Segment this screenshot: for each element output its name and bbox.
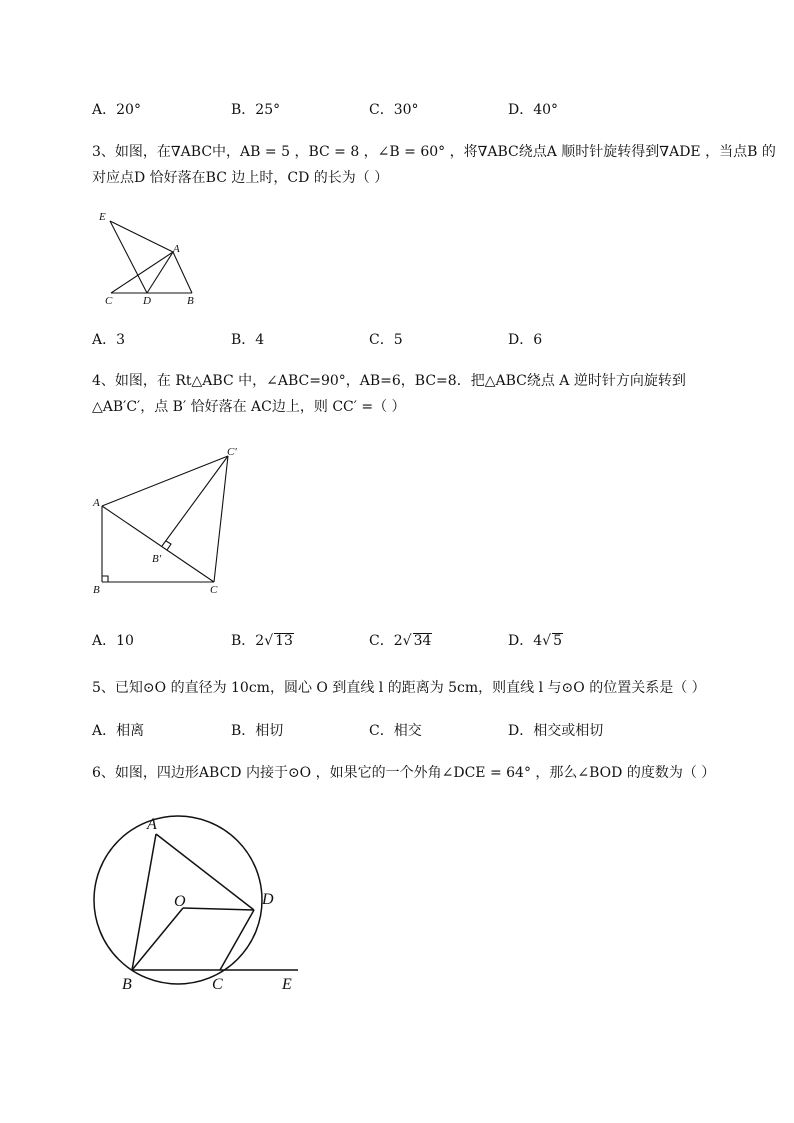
q2-option-b[interactable]: B．25°: [231, 102, 281, 118]
q6-label-c: C: [212, 976, 223, 993]
q3-segment-ca: [111, 252, 173, 293]
q6-segment-bo: [132, 908, 183, 970]
q4-option-d-radicand: 5: [553, 633, 562, 649]
q5-option-a[interactable]: A．相离: [92, 723, 145, 739]
q2-option-c[interactable]: C．30°: [369, 102, 419, 118]
q6-label-e: E: [282, 976, 292, 993]
q6-figure: [88, 805, 308, 1000]
q2-option-d[interactable]: D．40°: [508, 102, 559, 118]
q4-segment-ac: [102, 506, 214, 582]
q4-label-c-prime: C′: [227, 446, 237, 458]
q6-label-b: B: [122, 976, 132, 993]
q3-option-a[interactable]: A．3: [92, 332, 126, 348]
q4-label-a: A: [93, 497, 100, 509]
q3-option-d[interactable]: D．6: [508, 332, 543, 348]
q3-option-b[interactable]: B．4: [231, 332, 265, 348]
q6-segment-dc: [220, 910, 254, 970]
q5-option-b[interactable]: B．相切: [231, 723, 284, 739]
q3-label-a: A: [173, 243, 180, 255]
q3-option-c[interactable]: C．5: [369, 332, 403, 348]
q5-stem-line1: 5、已知⊙O 的直径为 10cm，圆心 O 到直线 l 的距离为 5cm，则直线 l 与⊙O 的位置关系是（ ）: [92, 680, 706, 696]
q4-option-c-radicand: 34: [413, 633, 432, 649]
q3-stem-line2: 对应点D 恰好落在BC 边上时，CD 的长为（ ）: [92, 170, 389, 186]
q4-stem-line1: 4、如图，在 Rt△ABC 中，∠ABC=90°，AB=6，BC=8．把△ABC绕点 A 逆时针方向旋转到: [92, 373, 686, 389]
q4-option-d[interactable]: D．4√ 5: [508, 633, 562, 649]
q2-option-a[interactable]: A．20°: [92, 102, 141, 118]
q6-label-d: D: [262, 891, 274, 908]
q4-right-angle-b-prime: [166, 541, 171, 550]
q4-option-c[interactable]: C．2√ 34: [369, 633, 432, 649]
q4-label-b-prime: B′: [152, 553, 162, 565]
q3-segment-ea: [110, 221, 173, 252]
q4-option-b[interactable]: B．2√ 13: [231, 633, 293, 649]
q4-label-c: C: [210, 584, 218, 596]
q6-stem-line1: 6、如图，四边形ABCD 内接于⊙O ，如果它的一个外角∠DCE = 64° ，那么∠BOD 的度数为（ ）: [92, 765, 716, 781]
q4-label-b: B: [93, 584, 100, 596]
q4-option-a[interactable]: A．10: [92, 633, 134, 649]
q4-right-angle-b: [102, 576, 108, 582]
q3-figure: [95, 205, 210, 310]
q4-stem-line2: △AB′C′，点 B′ 恰好落在 AC边上，则 CC′ =（ ）: [92, 399, 406, 415]
q3-segment-ed: [110, 221, 147, 293]
q4-figure: [88, 440, 243, 600]
q5-option-d[interactable]: D．相交或相切: [508, 723, 604, 739]
q3-segment-ab: [173, 252, 192, 293]
q3-label-d: D: [143, 295, 151, 307]
q3-label-e: E: [99, 211, 106, 223]
q6-segment-ba: [132, 834, 156, 970]
q3-stem-line1: 3、如图，在∇ABC中，AB = 5 ，BC = 8 ，∠B = 60° ，将∇ABC绕点A 顺时针旋转得到∇ADE ，当点B 的: [92, 144, 776, 160]
q6-segment-ad: [156, 834, 254, 910]
q4-option-b-radicand: 13: [275, 633, 293, 649]
q4-segment-cc-prime: [214, 456, 228, 582]
q6-label-a: A: [147, 816, 157, 833]
q3-label-b: B: [187, 295, 194, 307]
q3-segment-da: [147, 252, 173, 293]
q6-label-o: O: [174, 893, 186, 910]
q3-label-c: C: [105, 295, 113, 307]
q6-segment-od: [183, 908, 254, 910]
q5-option-c[interactable]: C．相交: [369, 723, 422, 739]
